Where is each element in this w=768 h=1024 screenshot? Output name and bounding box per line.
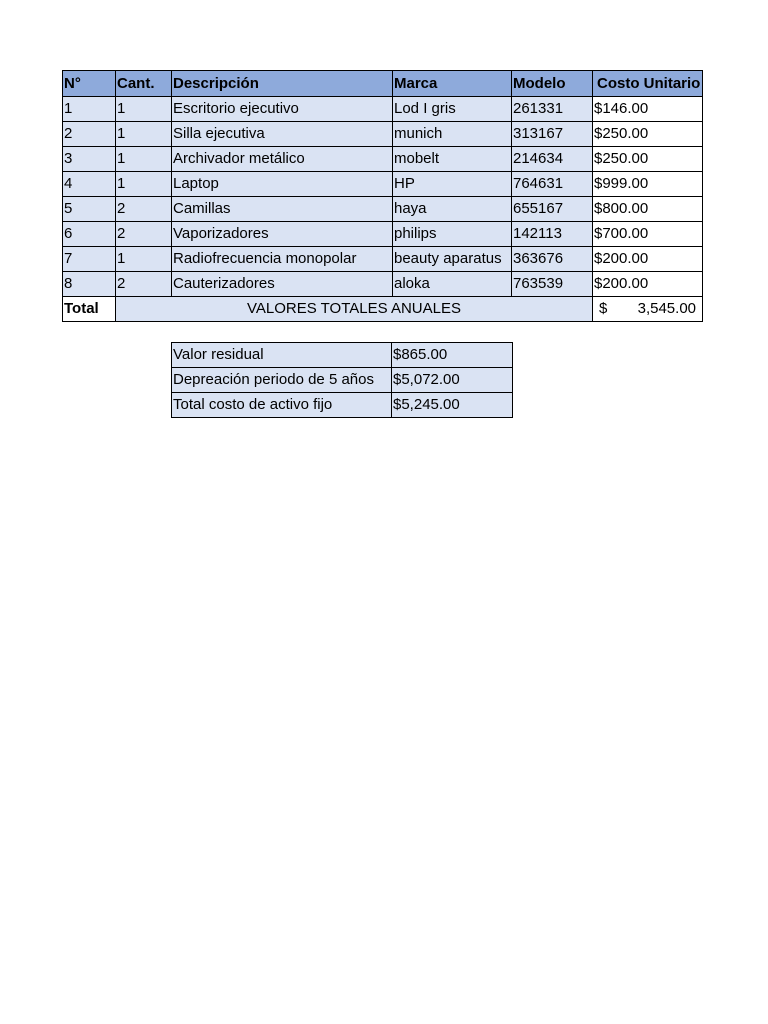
cell-qty: 2 [116, 197, 172, 222]
total-description: VALORES TOTALES ANUALES [116, 297, 593, 322]
cell-no: 6 [63, 222, 116, 247]
cell-description: Camillas [172, 197, 393, 222]
cell-model: 261331 [512, 97, 593, 122]
cell-brand: aloka [393, 272, 512, 297]
header-qty: Cant. [116, 71, 172, 97]
total-label: Total [63, 297, 116, 322]
header-unit-cost: Costo Unitario [593, 71, 703, 97]
cell-model: 313167 [512, 122, 593, 147]
summary-value: $865.00 [392, 343, 513, 368]
cell-unit-cost: $250.00 [593, 147, 703, 172]
cell-description: Vaporizadores [172, 222, 393, 247]
cell-model: 763539 [512, 272, 593, 297]
cell-unit-cost: $250.00 [593, 122, 703, 147]
cell-description: Silla ejecutiva [172, 122, 393, 147]
header-no: N° [63, 71, 116, 97]
cell-model: 142113 [512, 222, 593, 247]
cell-unit-cost: $999.00 [593, 172, 703, 197]
asset-table [62, 70, 703, 322]
table-row [63, 97, 703, 122]
cell-no: 8 [63, 272, 116, 297]
cell-qty: 1 [116, 147, 172, 172]
header-brand: Marca [393, 71, 512, 97]
cell-model: 655167 [512, 197, 593, 222]
cell-unit-cost: $146.00 [593, 97, 703, 122]
summary-row [172, 368, 513, 393]
cell-brand: philips [393, 222, 512, 247]
total-currency: $ [599, 300, 608, 317]
cell-no: 5 [63, 197, 116, 222]
header-model: Modelo [512, 71, 593, 97]
summary-value: $5,072.00 [392, 368, 513, 393]
cell-no: 2 [63, 122, 116, 147]
cell-brand: Lod I gris [393, 97, 512, 122]
cell-model: 764631 [512, 172, 593, 197]
table-row [63, 122, 703, 147]
table-row [63, 222, 703, 247]
summary-table [171, 342, 513, 418]
cell-description: Cauterizadores [172, 272, 393, 297]
summary-value: $5,245.00 [392, 393, 513, 418]
cell-description: Laptop [172, 172, 393, 197]
total-row [63, 297, 703, 322]
cell-description: Escritorio ejecutivo [172, 97, 393, 122]
header-row [63, 71, 703, 97]
cell-qty: 1 [116, 247, 172, 272]
cell-brand: haya [393, 197, 512, 222]
table-row [63, 272, 703, 297]
cell-model: 363676 [512, 247, 593, 272]
cell-model: 214634 [512, 147, 593, 172]
total-amount: 3,545.00 [637, 300, 696, 317]
cell-no: 1 [63, 97, 116, 122]
cell-unit-cost: $800.00 [593, 197, 703, 222]
cell-qty: 2 [116, 272, 172, 297]
summary-label: Depreación periodo de 5 años [172, 368, 392, 393]
cell-description: Archivador metálico [172, 147, 393, 172]
table-row [63, 197, 703, 222]
cell-no: 4 [63, 172, 116, 197]
cell-qty: 2 [116, 222, 172, 247]
cell-description: Radiofrecuencia monopolar [172, 247, 393, 272]
table-row [63, 172, 703, 197]
cell-unit-cost: $200.00 [593, 247, 703, 272]
cell-brand: mobelt [393, 147, 512, 172]
cell-no: 7 [63, 247, 116, 272]
table-row [63, 247, 703, 272]
cell-qty: 1 [116, 122, 172, 147]
summary-label: Valor residual [172, 343, 392, 368]
cell-no: 3 [63, 147, 116, 172]
summary-label: Total costo de activo fijo [172, 393, 392, 418]
table-row [63, 147, 703, 172]
cell-qty: 1 [116, 97, 172, 122]
summary-row [172, 393, 513, 418]
total-value [593, 297, 703, 322]
cell-qty: 1 [116, 172, 172, 197]
cell-brand: munich [393, 122, 512, 147]
cell-brand: HP [393, 172, 512, 197]
cell-brand: beauty aparatus [393, 247, 512, 272]
cell-unit-cost: $700.00 [593, 222, 703, 247]
cell-unit-cost: $200.00 [593, 272, 703, 297]
summary-row [172, 343, 513, 368]
header-description: Descripción [172, 71, 393, 97]
